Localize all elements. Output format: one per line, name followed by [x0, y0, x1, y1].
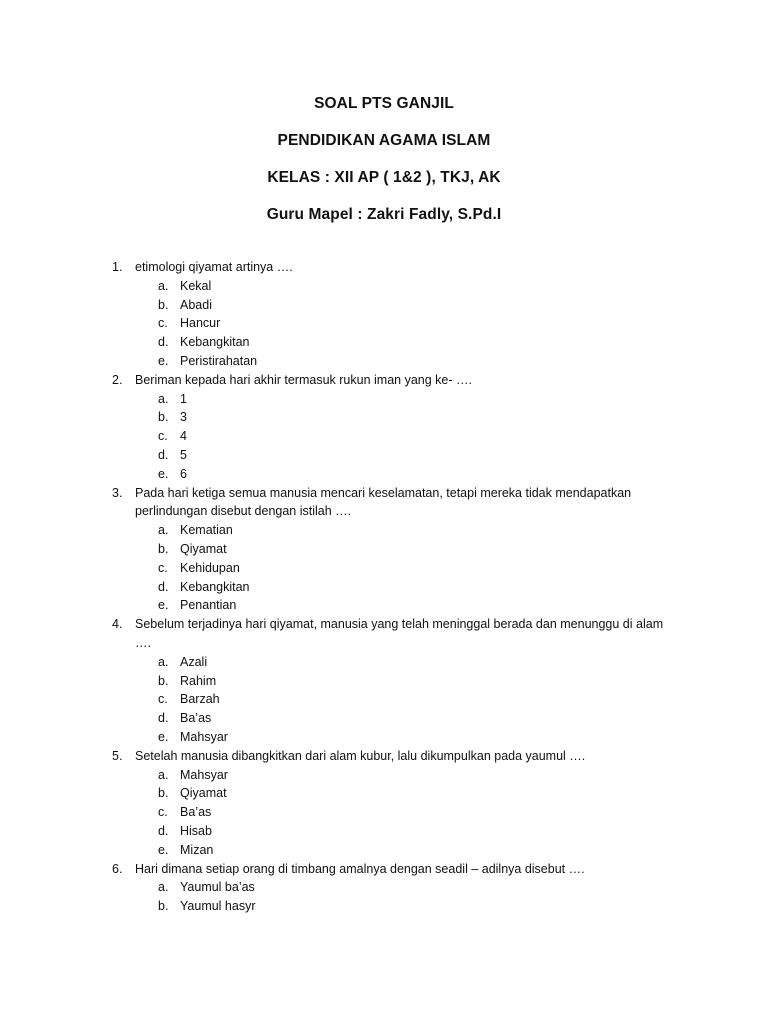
option-text: Kebangkitan: [180, 335, 250, 350]
option-letter: b.: [158, 673, 169, 688]
question-item: [112, 484, 682, 616]
option-letter: e.: [158, 598, 169, 613]
question-item: [112, 615, 682, 747]
option-letter: c.: [158, 429, 168, 444]
option-text: Qiyamat: [180, 786, 227, 801]
answer-option: [112, 728, 682, 747]
question-number: 2.: [112, 372, 123, 387]
option-letter: d.: [158, 335, 169, 350]
option-letter: d.: [158, 823, 169, 838]
question-text: Setelah manusia dibangkitkan dari alam kubur, lalu dikumpulkan pada yaumul ….: [135, 748, 586, 763]
option-letter: b.: [158, 786, 169, 801]
document-header: [0, 93, 768, 241]
question-text: etimologi qiyamat artinya ….: [135, 260, 293, 274]
option-text: Azali: [180, 654, 208, 669]
option-text: Abadi: [180, 297, 212, 312]
option-text: 3: [180, 410, 187, 425]
teacher-info: Guru Mapel : Zakri Fadly, S.Pd.I: [266, 206, 502, 223]
question-number: 5.: [112, 748, 123, 763]
option-text: 1: [180, 391, 187, 406]
question-row: [112, 371, 682, 390]
answer-option: [112, 427, 682, 446]
option-text: 4: [180, 429, 187, 444]
answer-option: [112, 540, 682, 559]
subject-title: PENDIDIKAN AGAMA ISLAM: [277, 132, 491, 149]
option-text: Kekal: [180, 278, 212, 293]
option-text: Barzah: [180, 692, 220, 707]
answer-option: [112, 390, 682, 409]
option-letter: c.: [158, 560, 168, 575]
option-letter: d.: [158, 579, 169, 594]
question-row: [112, 258, 682, 277]
question-text: Sebelum terjadinya hari qiyamat, manusia yang telah meninggal berada dan menunggu di alam ….: [135, 617, 664, 650]
option-text: Hancur: [180, 316, 221, 331]
question-number: 4.: [112, 617, 123, 632]
question-item: [112, 747, 682, 860]
option-list: [112, 521, 682, 615]
answer-option: [112, 596, 682, 615]
answer-option: [112, 784, 682, 803]
question-row: [112, 860, 682, 879]
option-letter: a.: [158, 523, 169, 538]
option-letter: b.: [158, 297, 169, 312]
option-text: Penantian: [180, 598, 237, 613]
option-text: Mahsyar: [180, 729, 228, 744]
answer-option: [112, 559, 682, 578]
option-letter: b.: [158, 541, 169, 556]
option-list: [112, 766, 682, 860]
option-text: Kehidupan: [180, 560, 240, 575]
option-text: Peristirahatan: [180, 353, 258, 368]
option-letter: b.: [158, 410, 169, 425]
option-text: Hisab: [180, 823, 212, 838]
option-text: Ba’as: [180, 711, 212, 726]
option-text: Qiyamat: [180, 541, 227, 556]
option-text: Kematian: [180, 523, 233, 538]
question-number: 1.: [112, 260, 123, 274]
answer-option: [112, 277, 682, 296]
answer-option: [112, 672, 682, 691]
question-text: Hari dimana setiap orang di timbang amalnya dengan seadil – adilnya disebut ….: [135, 861, 585, 876]
option-text: Yaumul hasyr: [180, 899, 256, 914]
option-letter: a.: [158, 880, 169, 895]
answer-option: [112, 653, 682, 672]
option-letter: b.: [158, 899, 169, 914]
answer-option: [112, 446, 682, 465]
option-letter: c.: [158, 316, 168, 331]
question-item: [112, 371, 682, 484]
option-letter: e.: [158, 729, 169, 744]
option-list: [112, 277, 682, 371]
answer-option: [112, 465, 682, 484]
answer-option: [112, 709, 682, 728]
option-list: [112, 878, 682, 916]
option-list: [112, 390, 682, 484]
answer-option: [112, 352, 682, 371]
option-text: Yaumul ba’as: [180, 880, 255, 895]
option-letter: a.: [158, 391, 169, 406]
option-letter: a.: [158, 767, 169, 782]
question-text: Pada hari ketiga semua manusia mencari keselamatan, tetapi mereka tidak mendapatkan perlindungan disebut dengan istilah ….: [135, 485, 632, 519]
option-text: Rahim: [180, 673, 217, 688]
option-letter: a.: [158, 278, 169, 293]
answer-option: [112, 521, 682, 540]
answer-option: [112, 841, 682, 860]
option-letter: e.: [158, 353, 169, 368]
question-text: Beriman kepada hari akhir termasuk rukun iman yang ke- ….: [135, 372, 472, 387]
option-text: Ba’as: [180, 805, 212, 820]
option-letter: a.: [158, 654, 169, 669]
answer-option: [112, 822, 682, 841]
option-letter: d.: [158, 447, 169, 462]
answer-option: [112, 333, 682, 352]
question-number: 6.: [112, 861, 123, 876]
answer-option: [112, 897, 682, 916]
answer-option: [112, 803, 682, 822]
option-text: Kebangkitan: [180, 579, 250, 594]
option-text: Mizan: [180, 842, 214, 857]
option-text: 6: [180, 466, 187, 481]
option-text: 5: [180, 447, 187, 462]
question-row: [112, 615, 682, 653]
option-text: Mahsyar: [180, 767, 228, 782]
class-info: KELAS : XII AP ( 1&2 ), TKJ, AK: [267, 169, 501, 186]
question-row: [112, 484, 682, 522]
option-letter: c.: [158, 805, 168, 820]
option-letter: e.: [158, 466, 169, 481]
question-list: [112, 258, 682, 916]
option-letter: e.: [158, 842, 169, 857]
answer-option: [112, 296, 682, 315]
answer-option: [112, 408, 682, 427]
option-letter: c.: [158, 692, 168, 707]
option-list: [112, 653, 682, 747]
question-item: [112, 258, 682, 371]
question-row: [112, 747, 682, 766]
answer-option: [112, 578, 682, 597]
question-item: [112, 860, 682, 916]
option-letter: d.: [158, 711, 169, 726]
exam-title: SOAL PTS GANJIL: [314, 95, 454, 112]
question-number: 3.: [112, 485, 123, 500]
answer-option: [112, 766, 682, 785]
answer-option: [112, 314, 682, 333]
answer-option: [112, 690, 682, 709]
answer-option: [112, 878, 682, 897]
